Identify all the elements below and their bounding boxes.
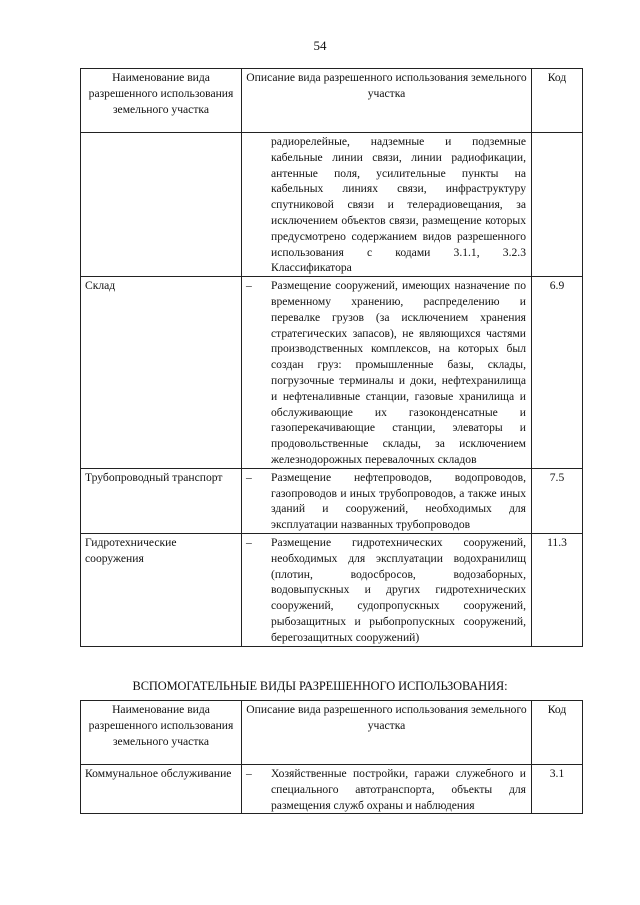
header-description: Описание вида разрешенного использования земельного участка (242, 701, 532, 765)
header-name: Наименование вида разрешенного использования земельного участка (81, 701, 242, 765)
row-code: 7.5 (532, 468, 583, 533)
row-description-text: Размещение нефтепроводов, водопроводов, газопроводов и иных трубопроводов, а также иных зданий и сооружений, необходимых для эксплуатации названных трубопроводов (271, 470, 526, 532)
header-code: Код (532, 701, 583, 765)
page-number: 54 (313, 38, 327, 53)
row-code-empty (532, 133, 583, 277)
row-name: Склад (81, 277, 242, 469)
auxiliary-usage-table (80, 700, 583, 814)
table-row (81, 765, 583, 814)
row-description-continuation: радиорелейные, надземные и подземные кабельные линии связи, линии радиофикации, антенные поля, усилительные пункты на кабельных линиях связи, инфраструктуру спутниковой связи и телерадиовещания, за исключением объектов связи, размещение которых предусмотрено содержанием видов разрешенного использования с кодами 3.1.1, 3.2.3 Классификатора (242, 133, 532, 277)
row-description (242, 277, 532, 469)
row-name: Коммунальное обслуживание (81, 765, 242, 814)
dash-marker: – (246, 535, 252, 549)
header-description: Описание вида разрешенного использования земельного участка (242, 69, 532, 133)
row-name: Гидротехнические сооружения (81, 533, 242, 646)
table-row (81, 468, 583, 533)
auxiliary-section-heading: ВСПОМОГАТЕЛЬНЫЕ ВИДЫ РАЗРЕШЕННОГО ИСПОЛЬЗОВАНИЯ: (132, 679, 508, 693)
row-name: Трубопроводный транспорт (81, 468, 242, 533)
row-name-empty (81, 133, 242, 277)
dash-marker: – (246, 470, 252, 484)
dash-marker: – (246, 767, 252, 780)
row-description (242, 533, 532, 646)
table-header-row (81, 701, 583, 765)
header-name: Наименование вида разрешенного использования земельного участка (81, 69, 242, 133)
table-row (81, 277, 583, 469)
main-usage-table (80, 68, 583, 647)
row-code: 3.1 (532, 765, 583, 814)
row-description-text: Хозяйственные постройки, гаражи служебного и специального автотранспорта, объекты для размещения служб охраны и наблюдения (271, 767, 526, 812)
header-code: Код (532, 69, 583, 133)
table-row (81, 533, 583, 646)
row-code: 11.3 (532, 533, 583, 646)
row-description (242, 765, 532, 814)
table-row (81, 133, 583, 277)
row-code: 6.9 (532, 277, 583, 469)
row-description-text: Размещение гидротехнических сооружений, необходимых для эксплуатации водохранилищ (плотин, водосбросов, водозаборных, водовыпускных и других гидротехнических сооружений, судопропускных сооружений, рыбозащитных и рыбопропускных сооружений, берегозащитных сооружений) (271, 535, 526, 644)
row-description-text: Размещение сооружений, имеющих назначение по временному хранению, распределению и перевалке грузов (за исключением хранения стратегических запасов), не являющихся частями производственных комплексов, на которых был создан груз: промышленные базы, склады, погрузочные терминалы и доки, нефтехранилища и нефтеналивные станции, газовые хранилища и обслуживающие их газоконденсатные и газоперекачивающие станции, элеваторы и продовольственные склады, за исключением железнодорожных перевалочных складов (271, 279, 526, 466)
dash-marker: – (246, 279, 252, 293)
row-description (242, 468, 532, 533)
table-header-row (81, 69, 583, 133)
